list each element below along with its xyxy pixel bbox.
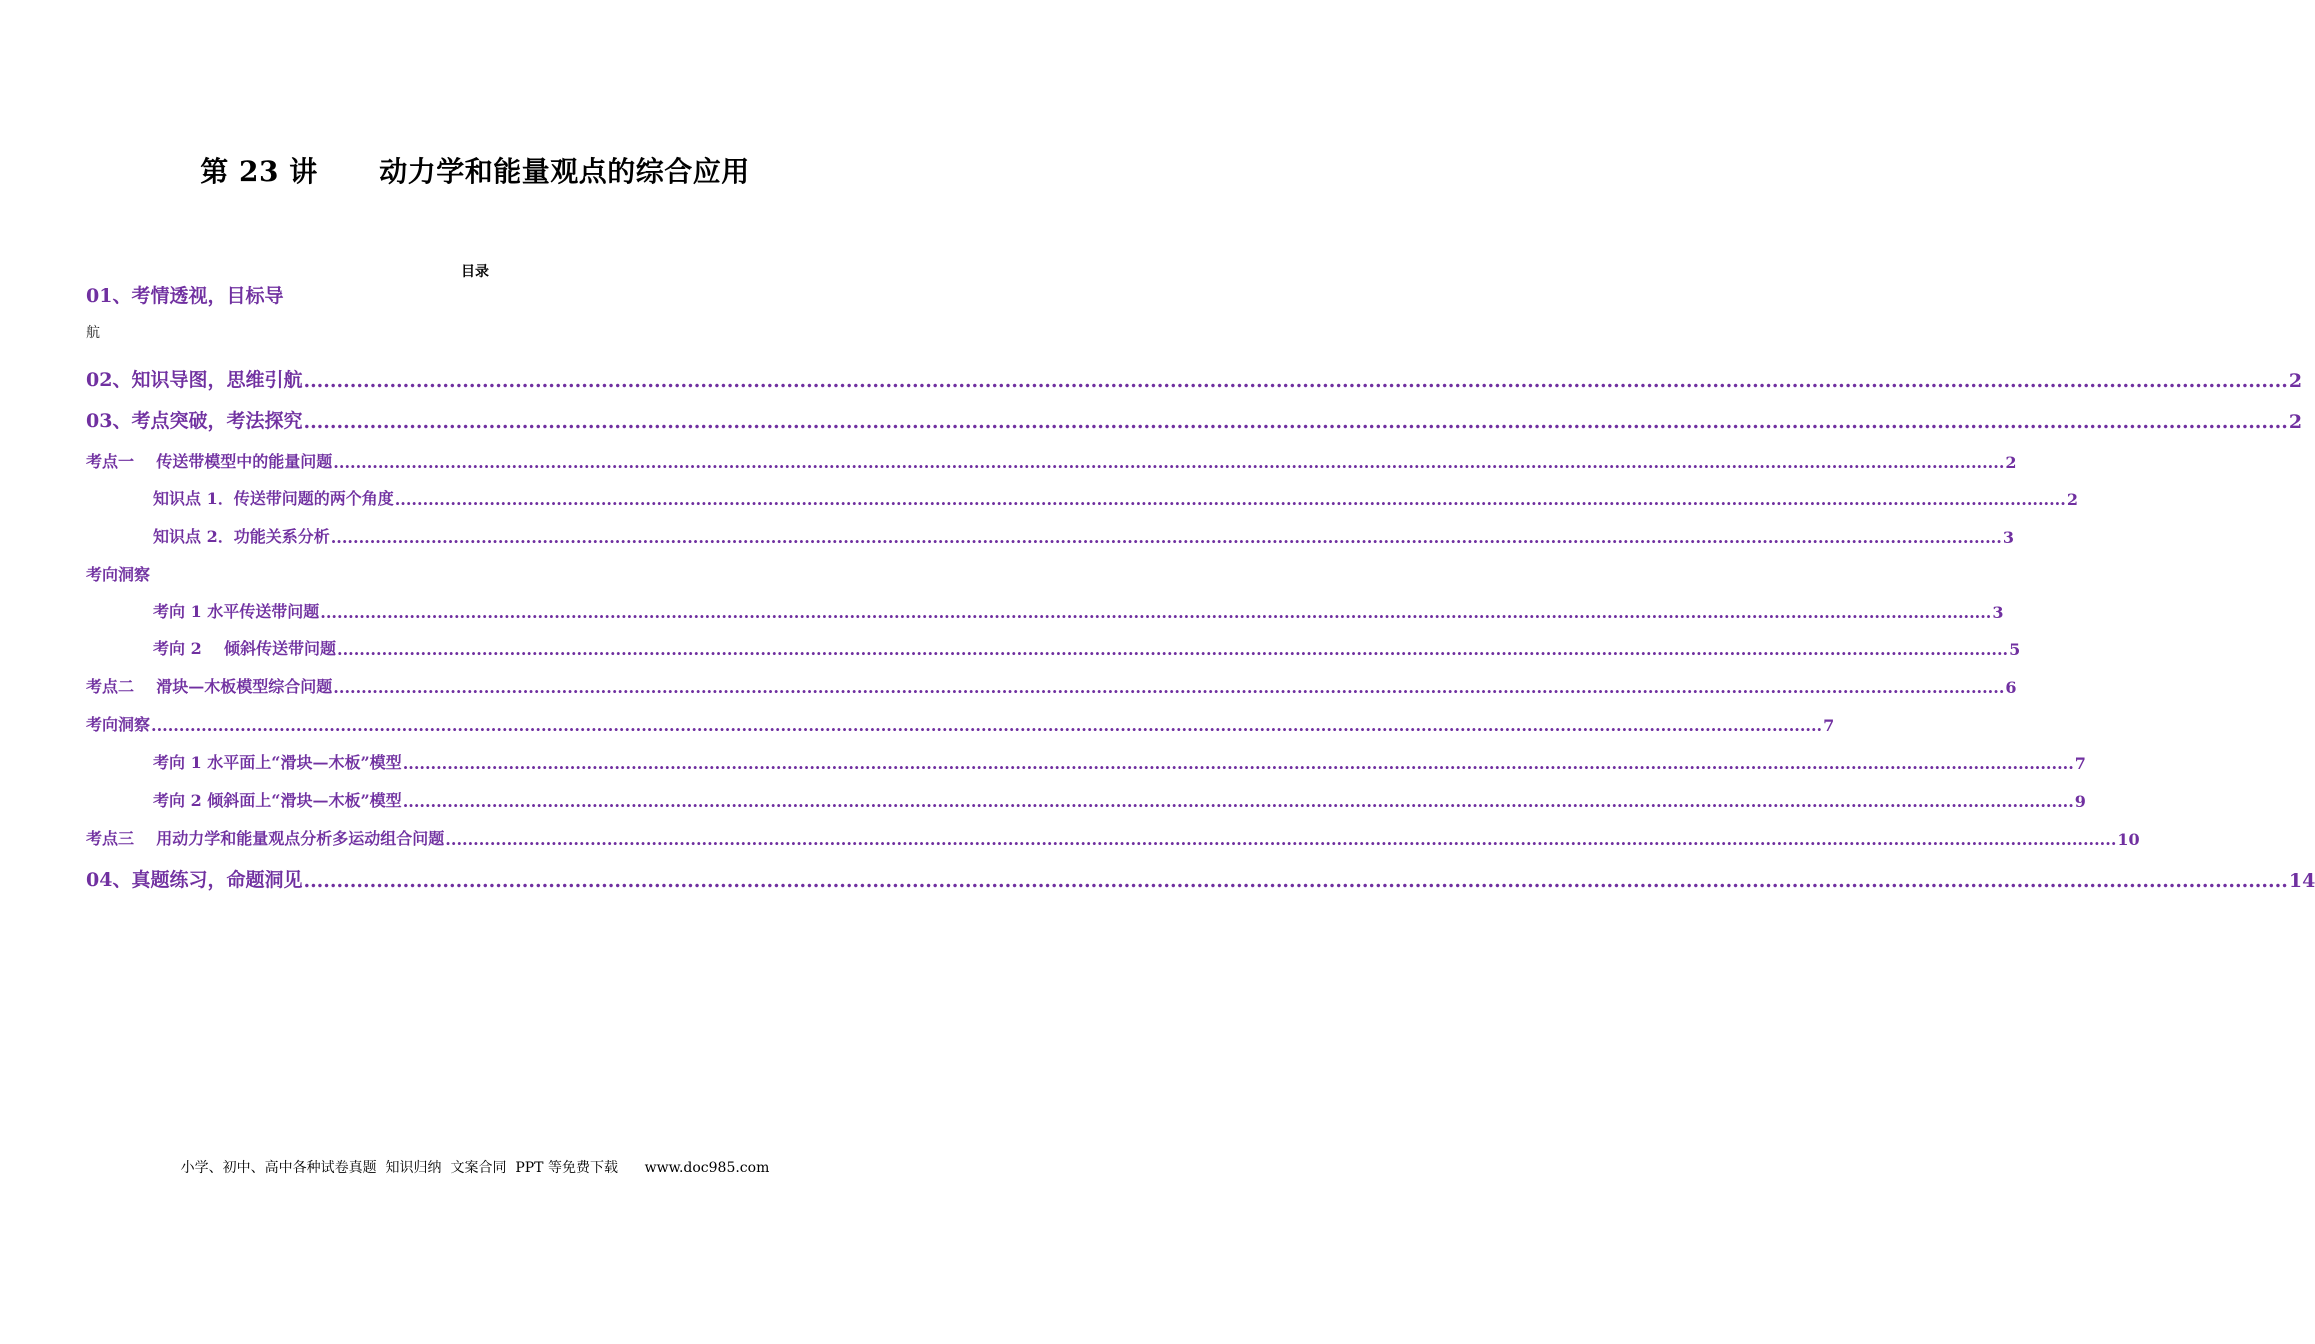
toc-entry-page: 5 [2009, 640, 2021, 659]
toc-entry-zhishidian-1[interactable] [153, 486, 2078, 509]
dot-leader: ............................................................................................................................................................................................................................................................................................................ [151, 716, 1823, 735]
toc-entry-kaodian-3[interactable] [86, 826, 2140, 849]
toc-entry-page: 7 [1823, 716, 1835, 735]
toc-entry-kaoxiang-dongcha-2[interactable] [86, 712, 1835, 735]
toc-entry-page: 9 [2074, 792, 2086, 811]
toc-entry-kaodian-2[interactable] [86, 674, 2017, 697]
toc-entry-page: 6 [2005, 678, 2017, 697]
toc-entry-label: 考向 2 倾斜传送带问题 [153, 639, 336, 658]
toc-entry-page: 14 [2288, 870, 2315, 892]
toc-entry-label: 知识点 1．传送带问题的两个角度 [153, 489, 394, 508]
toc-entry-label: 考点二 滑块—木板模型综合问题 [86, 677, 333, 696]
toc-entry-page: 2 [2005, 453, 2017, 472]
dot-leader: ............................................................................................................................................................................................................................................................................................................ [320, 603, 1992, 622]
toc-entry-02[interactable] [86, 365, 2303, 392]
toc-entry-page: 3 [2002, 528, 2014, 547]
toc-entry-01[interactable] [86, 281, 864, 308]
dot-leader: ............................................................................................................................................................................................................................................................................................................ [303, 370, 2288, 392]
page-title: 第 23 讲 动力学和能量观点的综合应用 [200, 155, 750, 188]
toc-entry-01-continuation: 航 [86, 325, 100, 341]
toc-entry-label: 01、考情透视，目标导 [86, 285, 284, 307]
toc-entry-kaoxiang-1-2[interactable] [153, 636, 2021, 659]
dot-leader: ............................................................................................................................................................................................................................................................................................................ [337, 640, 2009, 659]
toc-entry-page: 2 [2288, 370, 2303, 392]
toc-entry-kaoxiang-1-1[interactable] [153, 599, 2004, 622]
toc-entry-kaodian-1[interactable] [86, 449, 2017, 472]
dot-leader: ............................................................................................................................................................................................................................................................................................................ [402, 754, 2074, 773]
toc-entry-label: 考向 1 水平面上“滑块—木板”模型 [153, 753, 402, 772]
dot-leader: ............................................................................................................................................................................................................................................................................................................ [330, 528, 2002, 547]
toc-entry-page: 3 [1992, 603, 2004, 622]
toc-entry-label: 02、知识导图，思维引航 [86, 369, 303, 391]
toc-entry-label: 考点一 传送带模型中的能量问题 [86, 452, 333, 471]
toc-entry-page: 7 [2074, 754, 2086, 773]
toc-entry-kaoxiang-dongcha-1[interactable] [86, 562, 864, 585]
toc-entry-label: 考点三 用动力学和能量观点分析多运动组合问题 [86, 829, 445, 848]
toc-entry-page: 2 [2288, 411, 2303, 433]
toc-entry-label: 考向 1 水平传送带问题 [153, 602, 320, 621]
toc-entry-label: 考向洞察 [86, 715, 151, 734]
toc-entry-kaoxiang-2-1[interactable] [153, 750, 2086, 773]
dot-leader: ............................................................................................................................................................................................................................................................................................................ [445, 830, 2117, 849]
toc-entry-page: 2 [2066, 490, 2078, 509]
toc-entry-label: 知识点 2．功能关系分析 [153, 527, 330, 546]
dot-leader: ............................................................................................................................................................................................................................................................................................................ [333, 678, 2005, 697]
toc-entry-04[interactable] [86, 865, 2315, 892]
toc-entry-page: 10 [2117, 830, 2140, 849]
toc-entry-zhishidian-2[interactable] [153, 524, 2014, 547]
page-footer: 小学、初中、高中各种试卷真题 知识归纳 文案合同 PPT 等免费下载 www.doc985.com [180, 1160, 770, 1176]
toc-entry-label: 考向 2 倾斜面上“滑块—木板”模型 [153, 791, 402, 810]
dot-leader: ............................................................................................................................................................................................................................................................................................................ [303, 411, 2288, 433]
toc-entry-label: 03、考点突破，考法探究 [86, 410, 303, 432]
dot-leader: ............................................................................................................................................................................................................................................................................................................ [402, 792, 2074, 811]
toc-entry-label: 考向洞察 [86, 565, 151, 584]
dot-leader: ............................................................................................................................................................................................................................................................................................................ [303, 870, 2288, 892]
toc-entry-kaoxiang-2-2[interactable] [153, 788, 2086, 811]
dot-leader: ............................................................................................................................................................................................................................................................................................................ [394, 490, 2066, 509]
toc-entry-03[interactable] [86, 406, 2303, 433]
toc-heading: 目录 [461, 264, 489, 280]
dot-leader: ............................................................................................................................................................................................................................................................................................................ [333, 453, 2005, 472]
toc-entry-label: 04、真题练习，命题洞见 [86, 869, 303, 891]
